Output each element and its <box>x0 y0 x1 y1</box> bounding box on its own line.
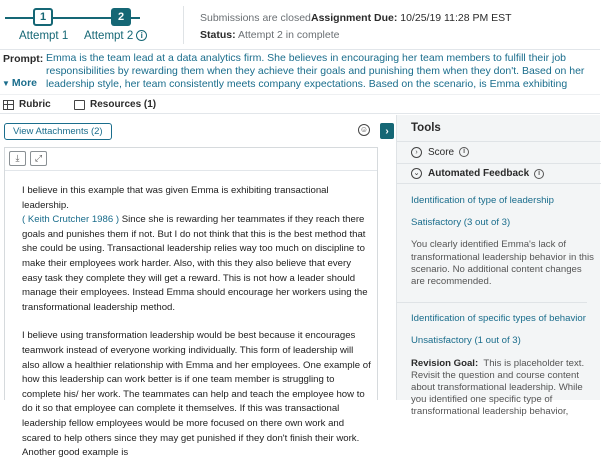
revision-goal-text: This is placeholder text. Revisit the question and course content about transformational leadership. While you identified one specific type of transformational leadership behavior, <box>411 357 585 418</box>
attempt-2-tab[interactable] <box>84 30 147 42</box>
collapse-panel-button[interactable]: › <box>380 123 394 139</box>
essay-paragraph <box>22 184 372 315</box>
attempt-2-label: Attempt 2 <box>84 30 134 42</box>
due-label: Assignment Due: <box>311 12 398 24</box>
attempt-1-tab[interactable]: Attempt 1 <box>19 30 69 42</box>
feedback-text: You clearly identified Emma's lack of transformational leadership behavior in this scenario. No additional content changes are recommended. <box>411 239 594 288</box>
essay-text <box>22 184 372 475</box>
resources-label: Resources (1) <box>90 99 157 110</box>
essay-p1-start: I believe in this example that was given Emma is exhibiting transactional leadership. <box>22 185 329 211</box>
score-toggle[interactable] <box>397 141 601 162</box>
rubric-grid-icon <box>3 100 14 110</box>
document-divider <box>5 170 377 171</box>
document-tools <box>9 151 47 166</box>
essay-paragraph: I believe using transformation leadership would be best because it encourages teamwork instead of everyone working individually. This form of leadership will also allow a healthier relationship with Emma and her employees. One example of how this leadership can work better is if one team member is struggling to complete his/ her work. The teammates can help and teach the employee how to do it so that employee can complete it themselves. If this was transactional leadership fellow employees would be more focused on there own work and scared to help others since they may get punished if they don't finish their work. Another good example is <box>22 330 371 459</box>
score-label: Score <box>428 146 455 158</box>
feedback-list <box>411 195 597 419</box>
chevron-right-icon: › <box>411 147 422 158</box>
rubric-label: Rubric <box>19 99 51 110</box>
essay-citation: ( Keith Crutcher 1986 ) <box>22 214 120 226</box>
header <box>0 0 600 50</box>
attempt-2-step[interactable]: 2 <box>111 8 131 26</box>
more-toggle[interactable] <box>2 77 37 89</box>
chevron-down-icon: ⌄ <box>411 168 422 179</box>
submission-panel <box>0 115 378 459</box>
chevron-down-icon: ▼ <box>2 79 10 88</box>
automated-feedback-label: Automated Feedback <box>428 168 530 179</box>
submissions-closed-text: Submissions are closed <box>200 12 311 24</box>
revision-goal <box>411 358 597 419</box>
info-icon[interactable]: i <box>534 169 544 179</box>
attempt-tabs <box>0 0 185 50</box>
more-label: More <box>11 77 38 89</box>
status-label: Status: <box>200 29 236 41</box>
automated-feedback-toggle[interactable] <box>397 163 601 184</box>
expand-icon[interactable]: ⤢ <box>30 151 47 166</box>
tools-panel <box>396 115 600 418</box>
document-viewer <box>4 147 378 459</box>
prompt-label: Prompt: <box>3 53 44 65</box>
feedback-divider <box>397 302 587 303</box>
attempt-1-step[interactable]: 1 <box>33 8 53 26</box>
feedback-heading: Identification of type of leadership <box>411 195 554 206</box>
tools-title: Tools <box>411 122 441 134</box>
prompt-text: Emma is the team lead at a data analytics firm. She believes in encouraging her team members to fulfill their job responsibilities by rewarding them when they achieve their goals and punishing them when they don't. Based on her leadership style, her team consistently meets company expectations. Based on the scenario, is Emma exhibiting <box>46 52 585 90</box>
resources-button[interactable] <box>74 99 156 110</box>
due-value: 10/25/19 11:28 PM EST <box>400 12 512 24</box>
header-divider <box>183 6 184 44</box>
status-line <box>200 29 340 41</box>
revision-goal-label: Revision Goal: <box>411 357 479 369</box>
status-value: Attempt 2 in complete <box>237 29 340 41</box>
assignment-due <box>311 12 512 24</box>
feedback-heading: Identification of specific types of behavior <box>411 313 586 325</box>
feedback-rating: Unsatisfactory (1 out of 3) <box>411 335 521 347</box>
feedback-rating: Satisfactory (3 out of 3) <box>411 217 511 229</box>
toolbar <box>0 94 600 114</box>
essay-p1-rest: Since she is rewarding her teammates if they reach there goals and punishes them if not. But I do not think that this is the best method that she could be using. Transactional leadership relies way too much on discipline to make their employees work harder. Also, with this they also believe that every easy task they complete they will get a reward. This is not how a leader should manage their employees. Instead Emma should encourage her workers using the transformational leadership method. <box>22 214 368 313</box>
prompt-section <box>0 50 600 94</box>
download-icon[interactable]: ⤓ <box>9 151 26 166</box>
view-attachments-button[interactable]: View Attachments (2) <box>4 123 112 140</box>
accessibility-icon[interactable]: ☺ <box>359 125 369 134</box>
book-icon <box>74 100 85 110</box>
info-icon[interactable]: i <box>136 30 147 41</box>
info-icon[interactable]: i <box>459 147 469 157</box>
rubric-button[interactable] <box>3 99 51 110</box>
